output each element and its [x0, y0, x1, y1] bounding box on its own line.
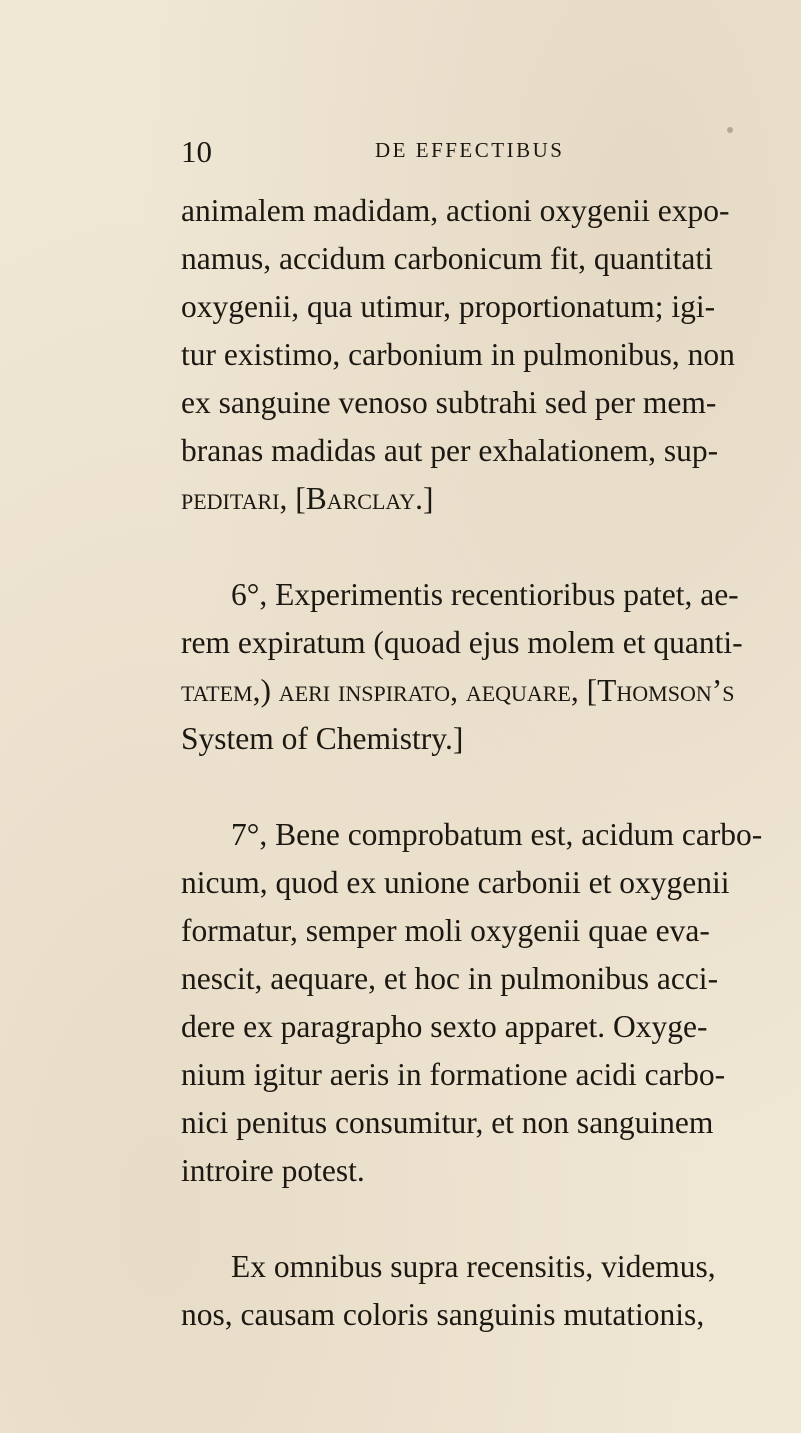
text-line: ex sanguine venoso subtrahi sed per mem-: [181, 385, 717, 420]
running-head: DE EFFECTIBUS: [375, 138, 565, 162]
text-line: nos, causam coloris sanguinis mutationis,: [181, 1297, 705, 1332]
paragraph-gap: [181, 523, 721, 571]
paragraph-6-first-line: 6°, Experimentis recentioribus patet, ae-: [231, 577, 739, 612]
text-line: namus, accidum carbonicum fit, quantitati: [181, 241, 713, 276]
paragraph-final-first-line: Ex omnibus supra recensitis, videmus,: [231, 1249, 716, 1284]
page-number: 10: [181, 134, 212, 169]
text-line: nicum, quod ex unione carbonii et oxygenii: [181, 865, 730, 900]
text-line: branas madidas aut per exhalationem, sup-: [181, 433, 719, 468]
text-line: tatem,) aeri inspirato, aequare, [Thomson’s: [181, 673, 735, 708]
paragraph-gap: [181, 1195, 721, 1243]
text-line: dere ex paragrapho sexto apparet. Oxyge-: [181, 1009, 708, 1044]
paragraph-7-first-line: 7°, Bene comprobatum est, acidum carbo-: [231, 817, 763, 852]
text-line: nici penitus consumitur, et non sanguinem: [181, 1105, 714, 1140]
text-line: introire potest.: [181, 1153, 365, 1188]
text-line: System of Chemistry.]: [181, 721, 464, 756]
body-text: [181, 187, 763, 1339]
text-line: nescit, aequare, et hoc in pulmonibus acci-: [181, 961, 719, 996]
text-line: rem expiratum (quoad ejus molem et quanti-: [181, 625, 743, 660]
text-line: nium igitur aeris in formatione acidi carbo-: [181, 1057, 726, 1092]
text-line: peditari, [Barclay.]: [181, 481, 434, 516]
page-header: [181, 134, 701, 174]
paragraph-gap: [181, 763, 721, 811]
text-line: oxygenii, qua utimur, proportionatum; igi-: [181, 289, 716, 324]
text-line: animalem madidam, actioni oxygenii expo-: [181, 193, 730, 228]
text-line: formatur, semper moli oxygenii quae eva-: [181, 913, 710, 948]
ink-speck: [727, 127, 733, 133]
text-line: tur existimo, carbonium in pulmonibus, non: [181, 337, 735, 372]
